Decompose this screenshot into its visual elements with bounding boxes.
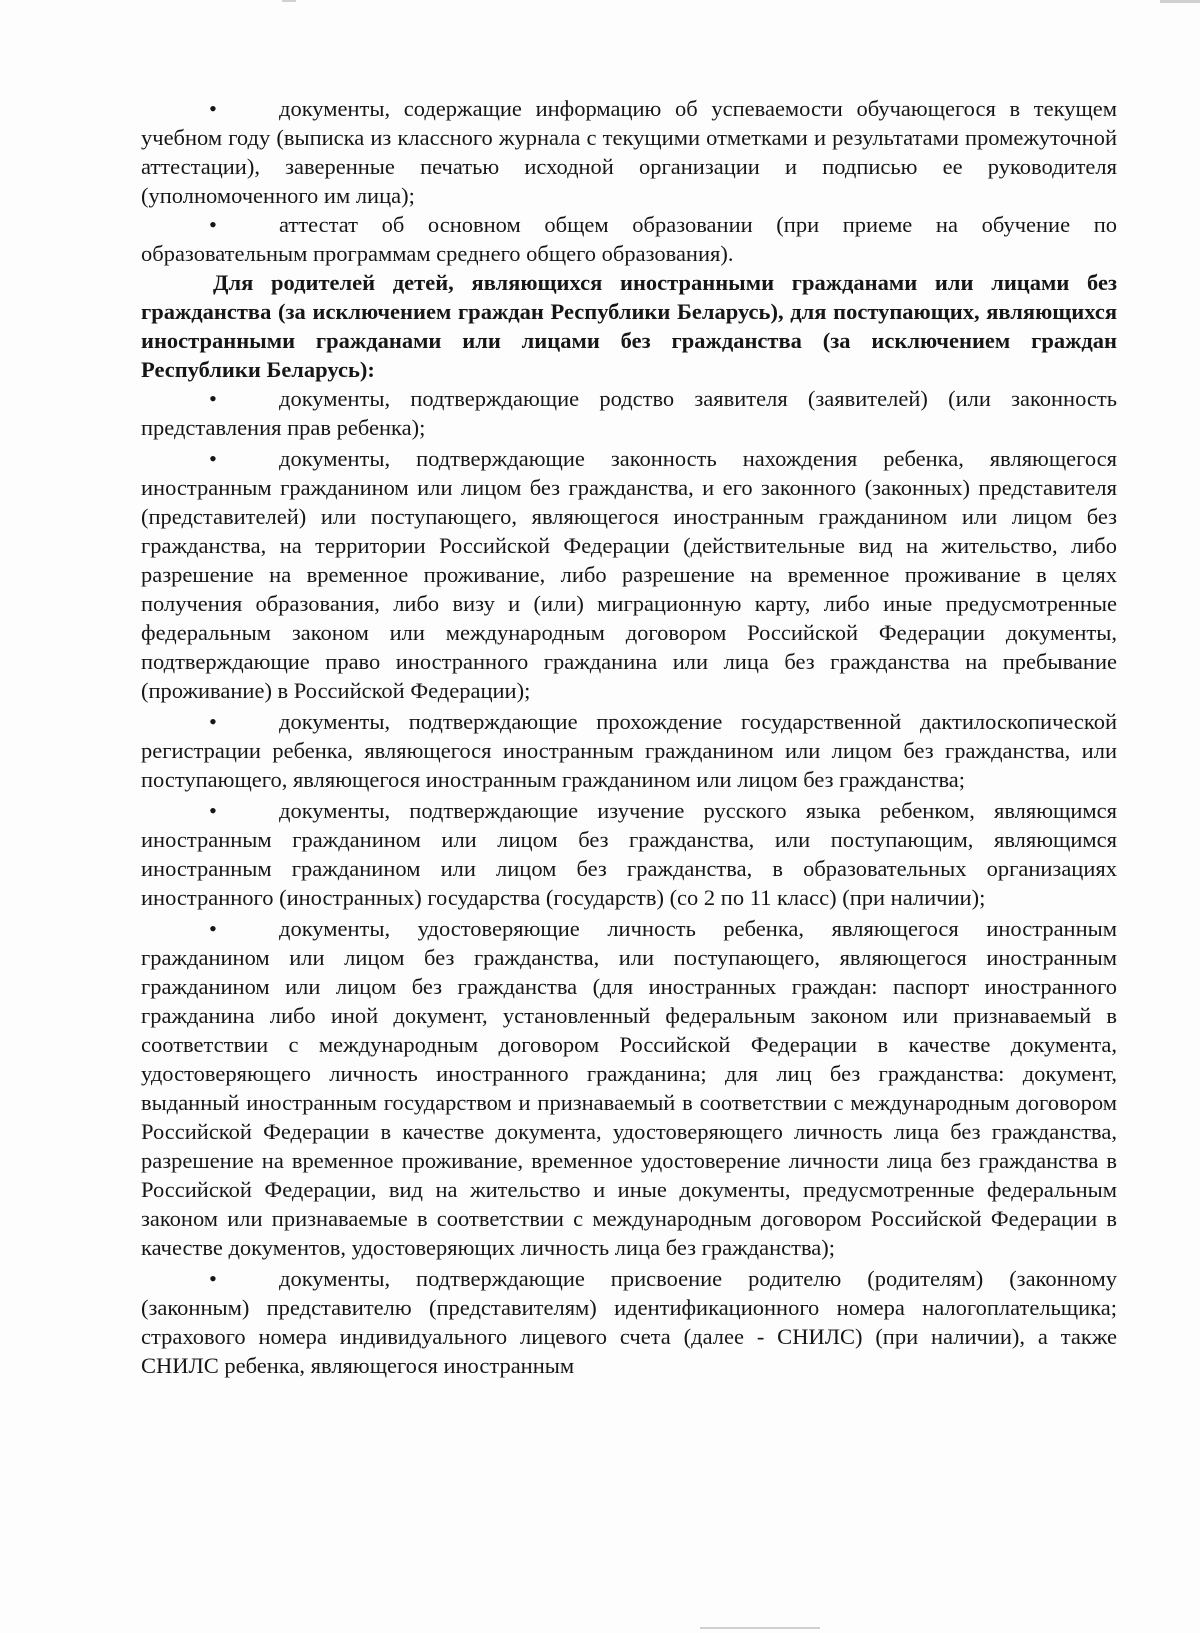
- bullet-marker: •: [209, 446, 217, 471]
- document-body: [141, 94, 1117, 1380]
- bullet-paragraph-3: [141, 384, 1117, 442]
- scan-artifact-right: [1160, 0, 1200, 3]
- paragraph-text: документы, подтверждающие прохождение государственной дактилоскопической регистрации ребенка, являющегося иностранным гражданином или лицом без гражданства, или поступающего, являющегося иностранным гражданином или лицом без гражданства;: [141, 709, 1117, 792]
- bullet-marker: •: [209, 916, 217, 941]
- bullet-paragraph-4: [141, 444, 1117, 705]
- scan-artifact-bottom: [700, 1627, 820, 1629]
- bullet-paragraph-7: [141, 914, 1117, 1262]
- bullet-paragraph-1: [141, 94, 1117, 210]
- bullet-marker: •: [209, 798, 217, 823]
- section-heading: [141, 268, 1117, 384]
- paragraph-text: документы, подтверждающие законность нахождения ребенка, являющегося иностранным гражданином или лицом без гражданства, и его законного (законных) представителя (представителей) или поступающего, являющегося иностранным гражданином или лицом без гражданства, на территории Российской Федерации (действительные вид на жительство, либо разрешение на временное проживание, либо разрешение на временное проживание в целях получения образования, либо визу и (или) миграционную карту, либо иные предусмотренные федеральным законом или международным договором Российской Федерации документы, подтверждающие право иностранного гражданина или лица без гражданства на пребывание (проживание) в Российской Федерации);: [141, 446, 1117, 703]
- paragraph-text: аттестат об основном общем образовании (при приеме на обучение по образовательным программам среднего общего образования).: [141, 212, 1117, 266]
- bullet-paragraph-2: [141, 210, 1117, 268]
- bullet-marker: •: [209, 96, 217, 121]
- bullet-paragraph-6: [141, 796, 1117, 912]
- paragraph-text: документы, подтверждающие присвоение родителю (родителям) (законному (законным) представителю (представителям) идентификационного номера налогоплательщика; страхового номера индивидуального лицевого счета (далее - СНИЛС) (при наличии), а также СНИЛС ребенка, являющегося иностранным: [141, 1266, 1117, 1378]
- bullet-paragraph-5: [141, 707, 1117, 794]
- paragraph-text: документы, подтверждающие изучение русского языка ребенком, являющимся иностранным гражданином или лицом без гражданства, или поступающим, являющимся иностранным гражданином или лицом без гражданства, в образовательных организациях иностранного (иностранных) государства (государств) (со 2 по 11 класс) (при наличии);: [141, 798, 1117, 910]
- paragraph-text: документы, содержащие информацию об успеваемости обучающегося в текущем учебном году (выписка из классного журнала с текущими отметками и результатами промежуточной аттестации), заверенные печатью исходной организации и подписью ее руководителя (уполномоченного им лица);: [141, 96, 1117, 208]
- bullet-marker: •: [209, 386, 217, 411]
- scan-artifact-top: [282, 0, 296, 2]
- bullet-marker: •: [209, 709, 217, 734]
- paragraph-text: документы, удостоверяющие личность ребенка, являющегося иностранным гражданином или лицом без гражданства, или поступающего, являющегося иностранным гражданином или лицом без гражданства (для иностранных граждан: паспорт иностранного гражданина либо иной документ, установленный федеральным законом или признаваемый в соответствии с международным договором Российской Федерации в качестве документа, удостоверяющего личность иностранного гражданина; для лиц без гражданства: документ, выданный иностранным государством и признаваемый в соответствии с международным договором Российской Федерации в качестве документа, удостоверяющего личность лица без гражданства, разрешение на временное проживание, временное удостоверение личности лица без гражданства в Российской Федерации, вид на жительство и иные документы, предусмотренные федеральным законом или признаваемые в соответствии с международным договором Российской Федерации в качестве документов, удостоверяющих личность лица без гражданства);: [141, 916, 1117, 1260]
- bullet-marker: •: [209, 1266, 217, 1291]
- heading-text: Для родителей детей, являющихся иностранными гражданами или лицами без гражданства (за исключением граждан Республики Беларусь), для поступающих, являющихся иностранными гражданами или лицами без гражданства (за исключением граждан Республики Беларусь):: [141, 270, 1117, 382]
- bullet-marker: •: [209, 212, 217, 237]
- paragraph-text: документы, подтверждающие родство заявителя (заявителей) (или законность представления прав ребенка);: [141, 386, 1117, 440]
- bullet-paragraph-8: [141, 1264, 1117, 1380]
